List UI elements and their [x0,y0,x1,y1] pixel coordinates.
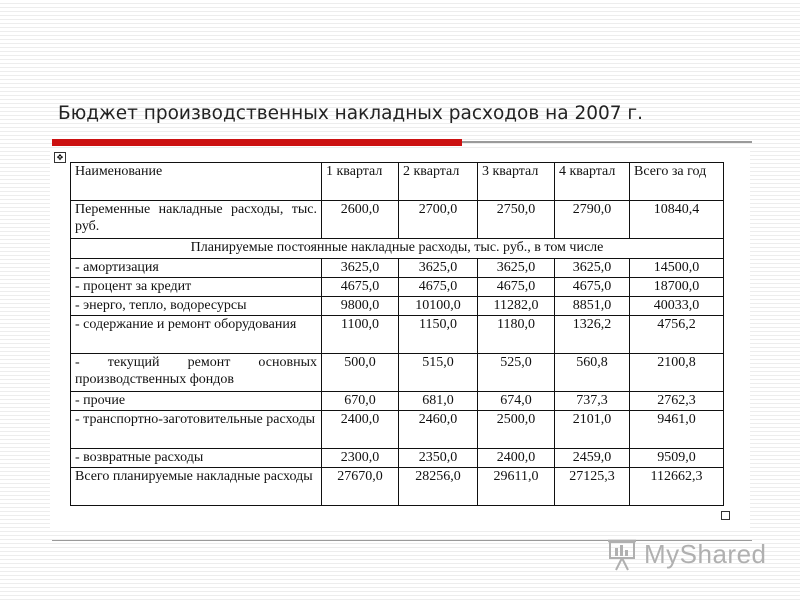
budget-table [70,162,724,506]
row-value: 2500,0 [478,411,555,449]
header-cell-q4: 4 квартал [555,163,630,201]
row-value: 670,0 [322,392,399,411]
row-value: 11282,0 [478,297,555,316]
table-section-row [71,239,724,259]
row-value: 4675,0 [399,278,478,297]
header-cell-total: Всего за год [630,163,724,201]
table-row [71,392,724,411]
table-row [71,278,724,297]
table-header-row [71,163,724,201]
row-label: Переменные накладные расходы, тыс. руб. [71,201,322,239]
section-label: Планируемые постоянные накладные расходы, тыс. руб., в том числе [71,239,724,259]
row-value: 18700,0 [630,278,724,297]
table-move-handle-icon[interactable]: ✥ [54,152,66,163]
title-underline-grey [462,141,752,143]
header-cell-q3: 3 квартал [478,163,555,201]
row-value: 28256,0 [399,468,478,506]
row-value: 3625,0 [399,259,478,278]
row-value: 2300,0 [322,449,399,468]
row-value: 1180,0 [478,316,555,354]
row-value: 737,3 [555,392,630,411]
row-label: Всего планируемые накладные расходы [71,468,322,506]
resize-handle-icon[interactable] [721,511,730,520]
row-value: 2459,0 [555,449,630,468]
row-label: - текущий ремонт основных производственных фондов [71,354,322,392]
row-value: 27125,3 [555,468,630,506]
row-label: - содержание и ремонт оборудования [71,316,322,354]
logo-text: MyShared [644,539,767,569]
row-label: - амортизация [71,259,322,278]
row-value: 9509,0 [630,449,724,468]
row-value: 9800,0 [322,297,399,316]
row-value: 3625,0 [478,259,555,278]
row-value: 2400,0 [478,449,555,468]
row-label: - возвратные расходы [71,449,322,468]
row-value: 2762,3 [630,392,724,411]
row-value: 3625,0 [555,259,630,278]
row-value: 10840,4 [630,201,724,239]
row-value: 2750,0 [478,201,555,239]
table-row-total [71,468,724,506]
row-value: 8851,0 [555,297,630,316]
row-value: 112662,3 [630,468,724,506]
row-label: - энерго, тепло, водоресурсы [71,297,322,316]
table-row [71,259,724,278]
row-value: 40033,0 [630,297,724,316]
table-row-variable [71,201,724,239]
row-label: - транспортно-заготовительные расходы [71,411,322,449]
row-value: 2101,0 [555,411,630,449]
row-value: 10100,0 [399,297,478,316]
row-value: 1100,0 [322,316,399,354]
row-value: 2700,0 [399,201,478,239]
row-value: 27670,0 [322,468,399,506]
title-underline-red [52,139,462,146]
row-value: 525,0 [478,354,555,392]
slide-title: Бюджет производственных накладных расходов на 2007 г. [58,103,644,124]
row-value: 4675,0 [478,278,555,297]
row-value: 4675,0 [555,278,630,297]
row-value: 4756,2 [630,316,724,354]
header-cell-name: Наименование [71,163,322,201]
row-value: 2400,0 [322,411,399,449]
row-value: 500,0 [322,354,399,392]
row-value: 14500,0 [630,259,724,278]
table-row [71,354,724,392]
table-row [71,411,724,449]
table-row [71,297,724,316]
row-value: 29611,0 [478,468,555,506]
row-value: 1326,2 [555,316,630,354]
row-value: 1150,0 [399,316,478,354]
header-cell-q2: 2 квартал [399,163,478,201]
row-value: 674,0 [478,392,555,411]
header-cell-q1: 1 квартал [322,163,399,201]
row-value: 2600,0 [322,201,399,239]
row-value: 560,8 [555,354,630,392]
row-label: - прочие [71,392,322,411]
row-label: - процент за кредит [71,278,322,297]
row-value: 3625,0 [322,259,399,278]
row-value: 2790,0 [555,201,630,239]
table-row [71,449,724,468]
row-value: 2460,0 [399,411,478,449]
row-value: 2350,0 [399,449,478,468]
row-value: 515,0 [399,354,478,392]
row-value: 9461,0 [630,411,724,449]
row-value: 681,0 [399,392,478,411]
table-row [71,316,724,354]
row-value: 2100,8 [630,354,724,392]
row-value: 4675,0 [322,278,399,297]
